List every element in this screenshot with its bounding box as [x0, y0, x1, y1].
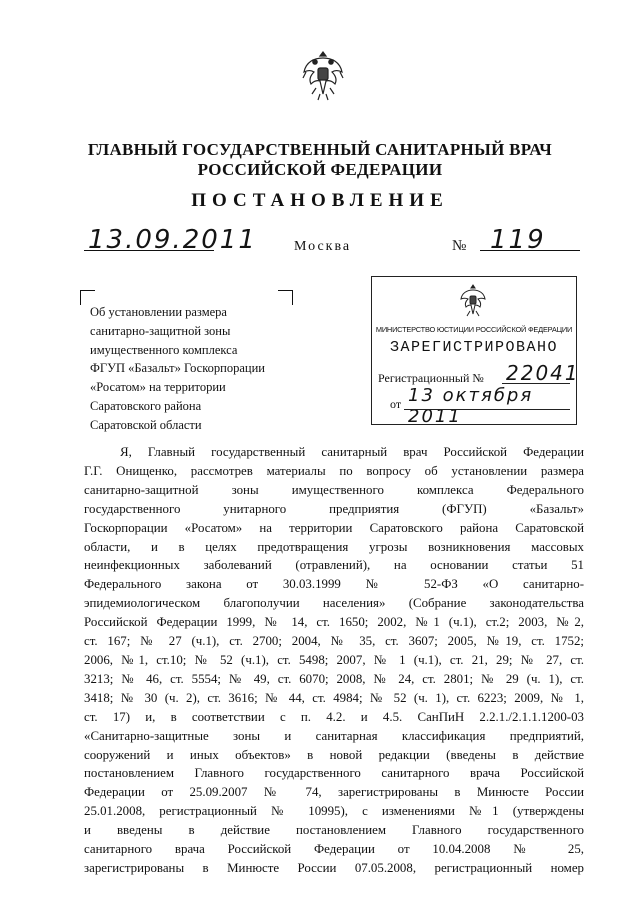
coat-of-arms-emblem	[300, 48, 346, 104]
subject-line: ФГУП «Базальт» Госкорпорации	[90, 361, 265, 376]
body-line: зарегистрированы в Минюсте России 07.05.2008, регистрационный номер	[84, 860, 584, 875]
body-line: и введены в действие постановлением Главного государственного	[84, 823, 584, 838]
stamp-regnum-handwritten: 22041	[506, 361, 580, 385]
stamp-regnum-label: Регистрационный №	[378, 371, 484, 385]
body-line: государственного унитарного предприятия (ФГУП) «Базальт»	[84, 501, 584, 516]
document-type-title: ПОСТАНОВЛЕНИЕ	[191, 190, 449, 211]
body-line: ст. 167; № 27 (ч.1), ст. 2700; 2004, № 35, ст. 3607; 2005, №19, ст. 1752;	[84, 634, 584, 649]
stamp-date-underline	[404, 409, 570, 410]
subject-block	[90, 303, 290, 435]
stamp-date-handwritten: 13 октября 2011	[408, 385, 534, 427]
body-line: санитарно-защитной зоны имущественного комплекса Федерального	[84, 482, 584, 497]
body-paragraph	[84, 443, 584, 878]
body-line: Я, Главный государственный санитарный врач Российской Федерации	[120, 445, 584, 459]
subject-line: «Росатом» на территории	[90, 380, 226, 395]
body-line: санитарного врача Российской Федерации от 10.04.2008 № 25,	[84, 842, 584, 857]
body-line: ст. 17) и, в соответствии с п. 4.2. и 4.5. СанПиН 2.2.1./2.1.1.1200-03	[84, 709, 584, 724]
date-underline	[84, 250, 214, 251]
body-line: «Санитарно-защитные зоны и санитарная классификация предприятий,	[84, 728, 584, 743]
body-line: Госкорпорации «Росатом» на территории Саратовского района Саратовской	[84, 520, 584, 535]
body-line: постановлением Главного государственного санитарного врача Российской	[84, 766, 584, 781]
handwritten-date: 13.09.2011	[88, 225, 257, 255]
body-line: 2006, №1, ст.10; № 52 (ч.1), ст. 5498; 2007, № 1 (ч.1), ст. 21, 29; № 27, ст.	[84, 652, 584, 667]
city-label: Москва	[294, 239, 352, 254]
stamp-from-label: от	[390, 397, 402, 411]
stamp-regnum-underline	[502, 383, 570, 384]
stamp-registered-label: ЗАРЕГИСТРИРОВАНО	[389, 339, 559, 356]
body-line: Федерации от 25.09.2007 № 74, зарегистрированы в Минюсте России	[84, 785, 584, 800]
registration-stamp	[371, 276, 580, 427]
body-line: Федерального закона от 30.03.1999 № 52-ФЗ «О санитарно-	[84, 577, 584, 592]
org-title-line2: РОССИЙСКОЙ ФЕДЕРАЦИИ	[197, 160, 443, 179]
body-line: области, и в целях предотвращения угрозы возникновения массовых	[84, 539, 584, 554]
body-line: эпидемиологическом благополучии населения» (Собрание законодательства	[84, 596, 584, 611]
subject-line: санитарно-защитной зоны	[90, 323, 231, 338]
body-line: Российской Федерации 1999, № 14, ст. 1650; 2002, №1 (ч.1), ст.2; 2003, №2,	[84, 615, 584, 630]
subject-line: Об установлении размера	[90, 305, 227, 319]
subject-line: имущественного комплекса	[90, 342, 238, 357]
handwritten-number: 119	[490, 225, 546, 255]
number-sign: №	[452, 238, 467, 254]
stamp-ministry-label: МИНИСТЕРСТВО ЮСТИЦИИ РОССИЙСКОЙ ФЕДЕРАЦИИ	[375, 325, 573, 334]
number-underline	[480, 250, 580, 251]
body-line: неинфекционных заболеваний (отравлений), на основании статьи 51	[84, 558, 584, 573]
body-line: 3213; № 46, ст. 5554; № 49, ст. 6070; 2008, № 24, ст. 2801; № 29 (ч. 1), ст.	[84, 671, 584, 686]
body-line: сооружений и иных объектов» в новой редакции (введены в действие	[84, 747, 584, 762]
stamp-emblem-icon	[458, 283, 488, 321]
body-line: 25.01.2008, регистрационный № 10995), с изменениями №1 (утверждены	[84, 804, 584, 819]
body-line: Г.Г. Онищенко, рассмотрев материалы по вопросу об установлении размера	[84, 463, 584, 478]
body-line: 3418; № 30 (ч. 2), ст. 3616; № 44, ст. 4984; № 52 (ч. 1), ст. 6223; 2009, № 1,	[84, 690, 584, 705]
subject-line: Саратовского района	[90, 398, 202, 413]
subject-line: Саратовской области	[90, 417, 202, 432]
org-title-line1: ГЛАВНЫЙ ГОСУДАРСТВЕННЫЙ САНИТАРНЫЙ ВРАЧ	[87, 140, 553, 159]
